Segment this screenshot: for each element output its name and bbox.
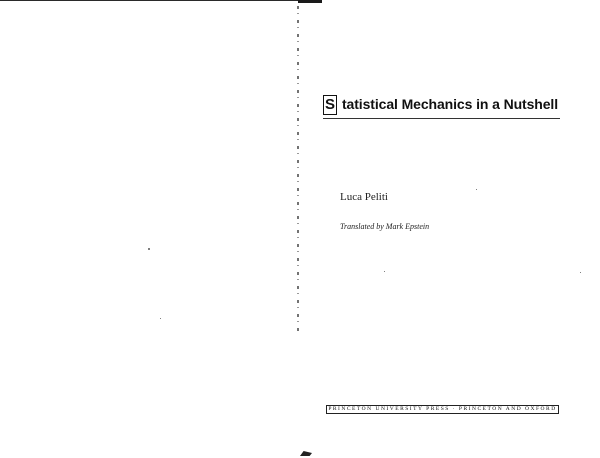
top-scan-mark (298, 0, 322, 3)
title-initial: S (324, 96, 335, 113)
title-text: tatistical Mechanics in a Nutshell (342, 96, 558, 112)
left-page (0, 0, 298, 458)
top-page-edge (0, 0, 298, 1)
scan-speck (580, 272, 581, 273)
author-name: Luca Peliti (340, 191, 388, 203)
scan-speck (160, 318, 161, 319)
scan-speck (384, 271, 385, 272)
page-gutter (297, 6, 299, 332)
scan-speck (148, 248, 150, 250)
scan-speck (476, 189, 477, 190)
publisher-imprint: PRINCETON UNIVERSITY PRESS · PRINCETON AND OXFORD (326, 405, 559, 414)
book-title (323, 94, 560, 119)
translator-credit: Translated by Mark Epstein (340, 222, 430, 231)
